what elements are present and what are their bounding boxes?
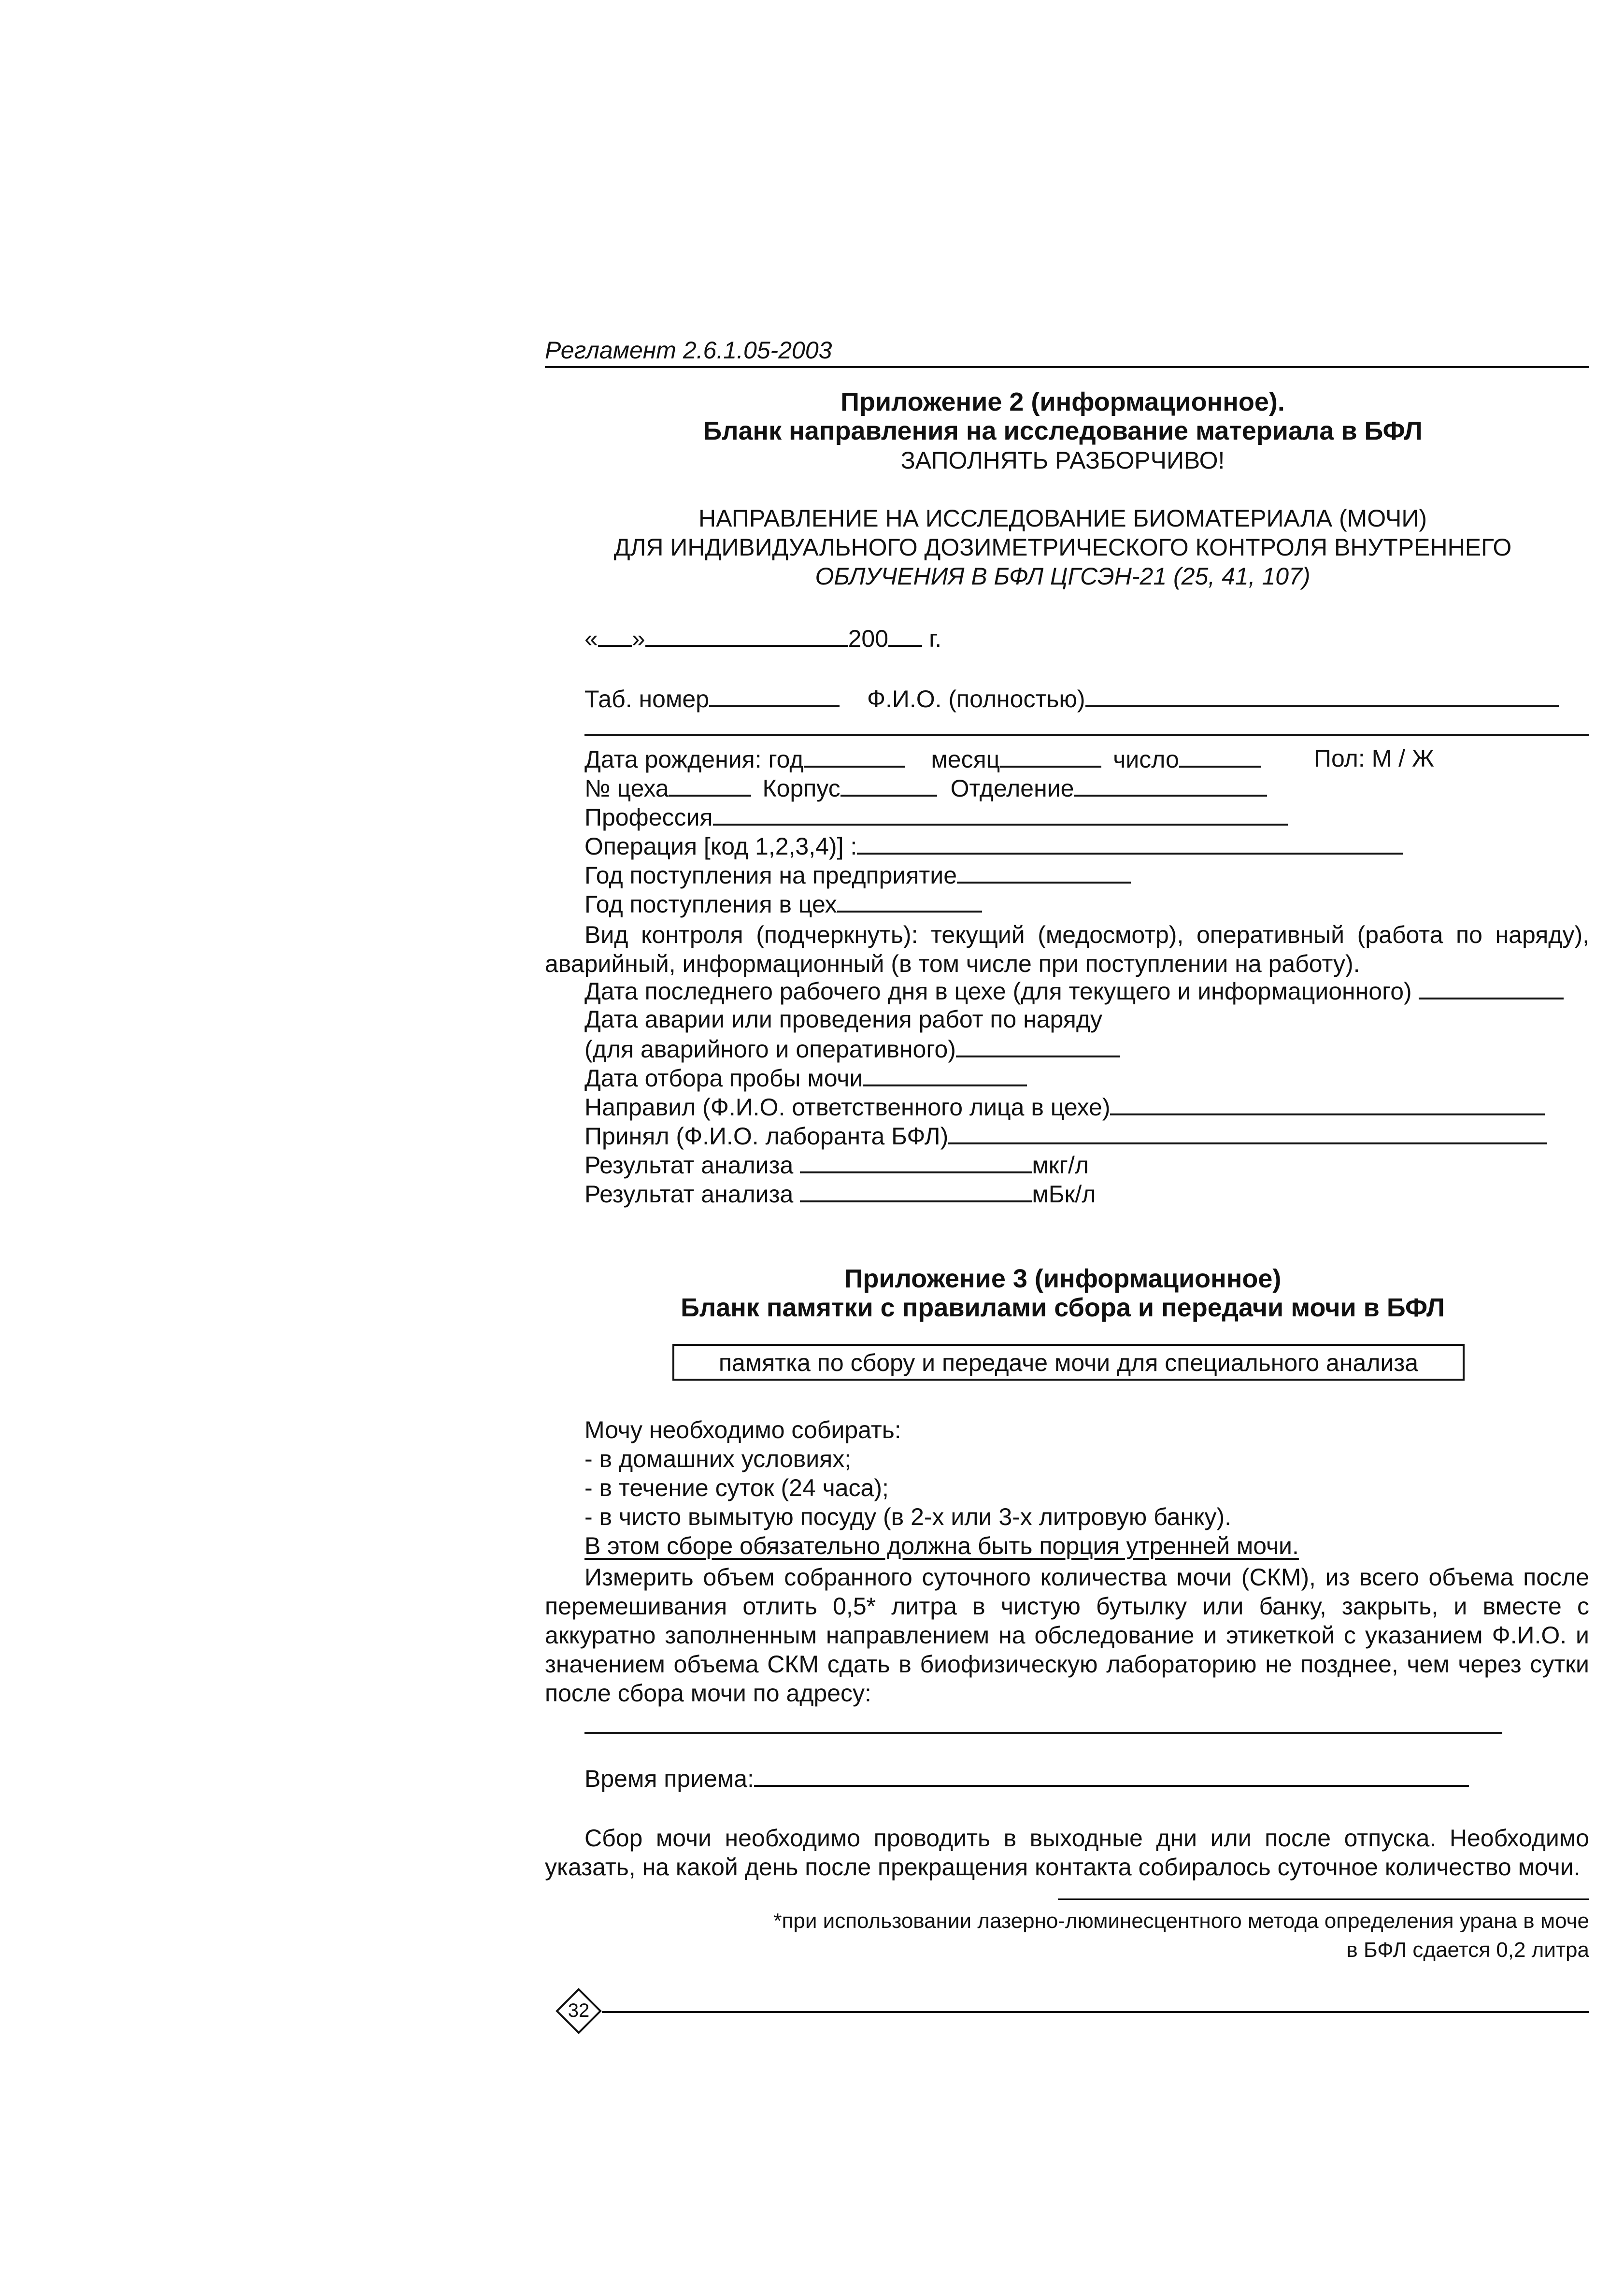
operation-blank[interactable]	[857, 833, 1403, 855]
sample-date-field[interactable]	[584, 1065, 1027, 1090]
reception-time-blank[interactable]	[754, 1766, 1469, 1787]
bullet-clean-jar: - в чисто вымытую посуду (в 2-х или 3-х литровую банку).	[584, 1503, 1232, 1530]
form-title-line-1: НАПРАВЛЕНИЕ НА ИССЛЕДОВАНИЕ БИОМАТЕРИАЛА (МОЧИ)	[698, 505, 1427, 532]
morning-portion-note: В этом сборе обязательно должна быть порция утренней мочи.	[584, 1532, 1299, 1559]
birth-day-blank[interactable]	[1179, 746, 1261, 768]
appendix2-title: Приложение 2 (информационное).	[840, 387, 1285, 416]
last-workday-field[interactable]	[584, 978, 1564, 1003]
result-ug-field[interactable]	[584, 1152, 1089, 1177]
memo-box-text: памятка по сбору и передаче мочи для специального анализа	[718, 1349, 1419, 1376]
birth-date-field[interactable]	[584, 746, 1261, 771]
last-workday-label: Дата последнего рабочего дня в цехе (для текущего и информационного)	[584, 978, 1412, 1005]
workshop-label: № цеха	[584, 775, 669, 802]
control-type-paragraph: Вид контроля (подчеркнуть): текущий (медосмотр), оперативный (работа по наряду), аварийный, информационный (в том числе при поступлении на работу).	[545, 921, 1589, 977]
day-blank[interactable]	[598, 626, 632, 647]
birth-day-label: число	[1113, 746, 1179, 773]
received-by-label: Принял (Ф.И.О. лаборанта БФЛ)	[584, 1123, 949, 1150]
page-number: 32	[568, 2000, 590, 2021]
reception-time-label: Время приема:	[584, 1765, 755, 1792]
date-year-suffix: г.	[929, 625, 942, 652]
birth-month-label: месяц	[931, 746, 1000, 773]
address-blank[interactable]	[584, 1732, 1502, 1734]
tab-number-field[interactable]	[584, 686, 840, 711]
bullet-24h: - в течение суток (24 часа);	[584, 1474, 889, 1501]
appendix3-title: Приложение 3 (информационное)	[844, 1264, 1282, 1293]
received-by-blank[interactable]	[948, 1123, 1547, 1144]
result-mbq-unit: мБк/л	[1032, 1181, 1096, 1208]
fio-continuation-line[interactable]	[584, 734, 1589, 736]
sex-field[interactable]: Пол: М / Ж	[1314, 745, 1435, 772]
measure-paragraph: Измерить объем собранного суточного количества мочи (СКМ), из всего объема после перемешивания отлить 0,5* литра в чистую бутылку или банку, закрыть, и вместе с аккуратно заполненным направлением на обследование и этикеткой с указанием Ф.И.О. и значением объема СКМ сдать в биофизическую лабораторию не позднее, чем через сутки после сбора мочи по адресу:	[545, 1564, 1589, 1707]
fio-blank[interactable]	[1085, 686, 1559, 707]
footnote-line-1: *при использовании лазерно-люминесцентного метода определения урана в моче	[773, 1909, 1589, 1933]
accident-date-field[interactable]	[584, 1036, 1120, 1061]
year-enterprise-blank[interactable]	[957, 862, 1131, 884]
regulation-header: Регламент 2.6.1.05-2003	[545, 337, 832, 364]
appendix2-subtitle: Бланк направления на исследование материала в БФЛ	[703, 416, 1423, 445]
footer-rule	[602, 2011, 1589, 2013]
birth-year-blank[interactable]	[804, 746, 905, 768]
date-year-prefix: 200	[848, 625, 889, 652]
result-mbq-blank[interactable]	[800, 1181, 1032, 1202]
footnote-rule	[1058, 1898, 1589, 1900]
year-blank[interactable]	[888, 626, 922, 647]
workshop-blank[interactable]	[669, 775, 751, 797]
date-close-quote: »	[631, 625, 645, 652]
workshop-row[interactable]	[584, 775, 1267, 800]
department-label: Отделение	[950, 775, 1074, 802]
fio-label: Ф.И.О. (полностью)	[867, 685, 1085, 713]
result-ug-unit: мкг/л	[1032, 1152, 1089, 1179]
header-rule	[545, 366, 1589, 368]
accident-date-label-2: (для аварийного и оперативного)	[584, 1036, 956, 1063]
year-enterprise-label: Год поступления на предприятие	[584, 862, 957, 889]
month-blank[interactable]	[645, 626, 848, 647]
sent-by-blank[interactable]	[1110, 1094, 1545, 1115]
sent-by-label: Направил (Ф.И.О. ответственного лица в цехе)	[584, 1094, 1111, 1121]
form-title-line-3	[570, 564, 1555, 588]
reception-time-field[interactable]	[584, 1766, 1469, 1791]
appendix3-subtitle: Бланк памятки с правилами сбора и передачи мочи в БФЛ	[681, 1293, 1445, 1322]
birth-month-blank[interactable]	[1000, 746, 1101, 768]
result-mbq-field[interactable]	[584, 1181, 1096, 1206]
sent-by-field[interactable]	[584, 1094, 1545, 1119]
profession-field[interactable]	[584, 804, 1288, 829]
footnote-line-2: в БФЛ сдается 0,2 литра	[1346, 1938, 1589, 1962]
collect-intro: Мочу необходимо собирать:	[584, 1416, 901, 1443]
fio-field[interactable]	[867, 686, 1559, 711]
tab-number-label: Таб. номер	[584, 685, 709, 713]
accident-date-label-1: Дата аварии или проведения работ по наряду	[584, 1006, 1103, 1033]
tab-number-blank[interactable]	[709, 686, 840, 707]
building-label: Корпус	[762, 775, 840, 802]
bullet-home: - в домашних условиях;	[584, 1445, 852, 1472]
profession-label: Профессия	[584, 804, 713, 831]
year-workshop-label: Год поступления в цех	[584, 891, 837, 918]
operation-field[interactable]	[584, 833, 1403, 858]
fill-legibly-note: ЗАПОЛНЯТЬ РАЗБОРЧИВО!	[900, 447, 1225, 474]
year-workshop-field[interactable]	[584, 891, 982, 916]
received-by-field[interactable]	[584, 1123, 1547, 1148]
year-workshop-blank[interactable]	[837, 891, 982, 913]
building-blank[interactable]	[840, 775, 937, 797]
sample-date-label: Дата отбора пробы мочи	[584, 1065, 863, 1092]
weekend-paragraph: Сбор мочи необходимо проводить в выходные дни или после отпуска. Необходимо указать, на какой день после прекращения контакта собиралось суточное количество мочи.	[545, 1825, 1589, 1881]
result-mbq-label: Результат анализа	[584, 1181, 794, 1208]
date-line[interactable]	[584, 626, 941, 651]
sample-date-blank[interactable]	[863, 1065, 1027, 1086]
result-ug-blank[interactable]	[800, 1152, 1032, 1173]
form-title-line-2: ДЛЯ ИНДИВИДУАЛЬНОГО ДОЗИМЕТРИЧЕСКОГО КОНТРОЛЯ ВНУТРЕННЕГО	[613, 534, 1512, 561]
form-title-line-3-italic: ОБЛУЧЕНИЯ В БФЛ ЦГСЭН-21 (25, 41, 107)	[815, 563, 1311, 590]
profession-blank[interactable]	[713, 804, 1288, 826]
date-open-quote: «	[584, 625, 598, 652]
result-ug-label: Результат анализа	[584, 1152, 794, 1179]
year-enterprise-field[interactable]	[584, 862, 1131, 887]
birth-year-label: Дата рождения: год	[584, 746, 804, 773]
department-blank[interactable]	[1074, 775, 1267, 797]
last-workday-blank[interactable]	[1419, 978, 1564, 999]
accident-date-blank[interactable]	[956, 1036, 1120, 1057]
operation-label: Операция [код 1,2,3,4)] :	[584, 833, 857, 860]
